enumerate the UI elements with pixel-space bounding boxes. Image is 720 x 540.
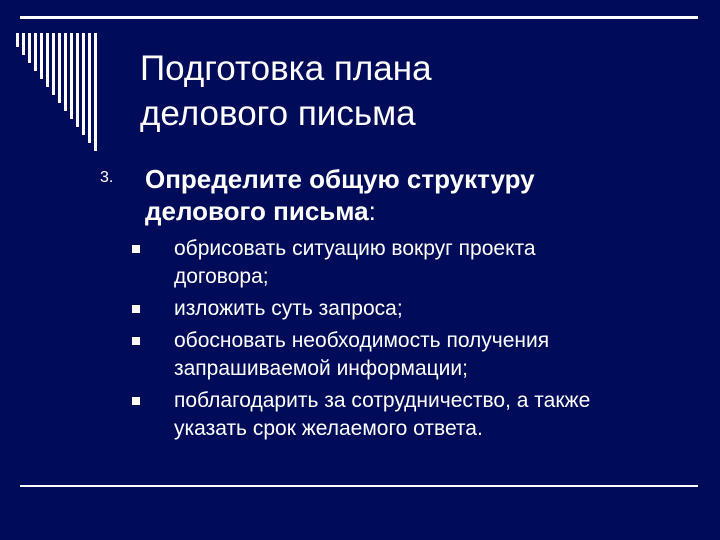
bullet-text-line-2: запрашиваемой информации; — [174, 357, 468, 380]
bullet-text-line-1: изложить суть запроса; — [174, 297, 403, 320]
item-heading — [145, 163, 685, 227]
item-heading-colon: : — [368, 196, 376, 226]
list-item — [132, 295, 692, 323]
square-bullet-icon — [132, 397, 140, 405]
list-item — [132, 387, 692, 443]
bullet-text-line-2: договора; — [174, 265, 269, 288]
title-line-2: делового письма — [140, 94, 416, 133]
item-heading-line-1: Определите общую структуру — [145, 164, 535, 194]
title-line-1: Подготовка плана — [140, 49, 432, 88]
square-bullet-icon — [132, 245, 140, 253]
square-bullet-icon — [132, 305, 140, 313]
bullet-list — [132, 235, 692, 443]
bullet-text-line-1: обрисовать ситуацию вокруг проекта — [174, 237, 536, 260]
bullet-text-line-1: обосновать необходимость получения — [174, 329, 550, 352]
top-divider-line — [20, 16, 698, 19]
square-bullet-icon — [132, 337, 140, 345]
list-item — [132, 235, 692, 291]
bottom-divider-line — [20, 485, 698, 487]
slide-title — [140, 46, 680, 136]
bullet-text-line-1: поблагодарить за сотрудничество, а также — [174, 389, 591, 412]
item-number: 3. — [100, 169, 114, 186]
item-heading-line-2: делового письма — [145, 196, 369, 226]
list-item — [132, 327, 692, 383]
bullet-text-line-2: указать срок желаемого ответа. — [174, 417, 483, 440]
